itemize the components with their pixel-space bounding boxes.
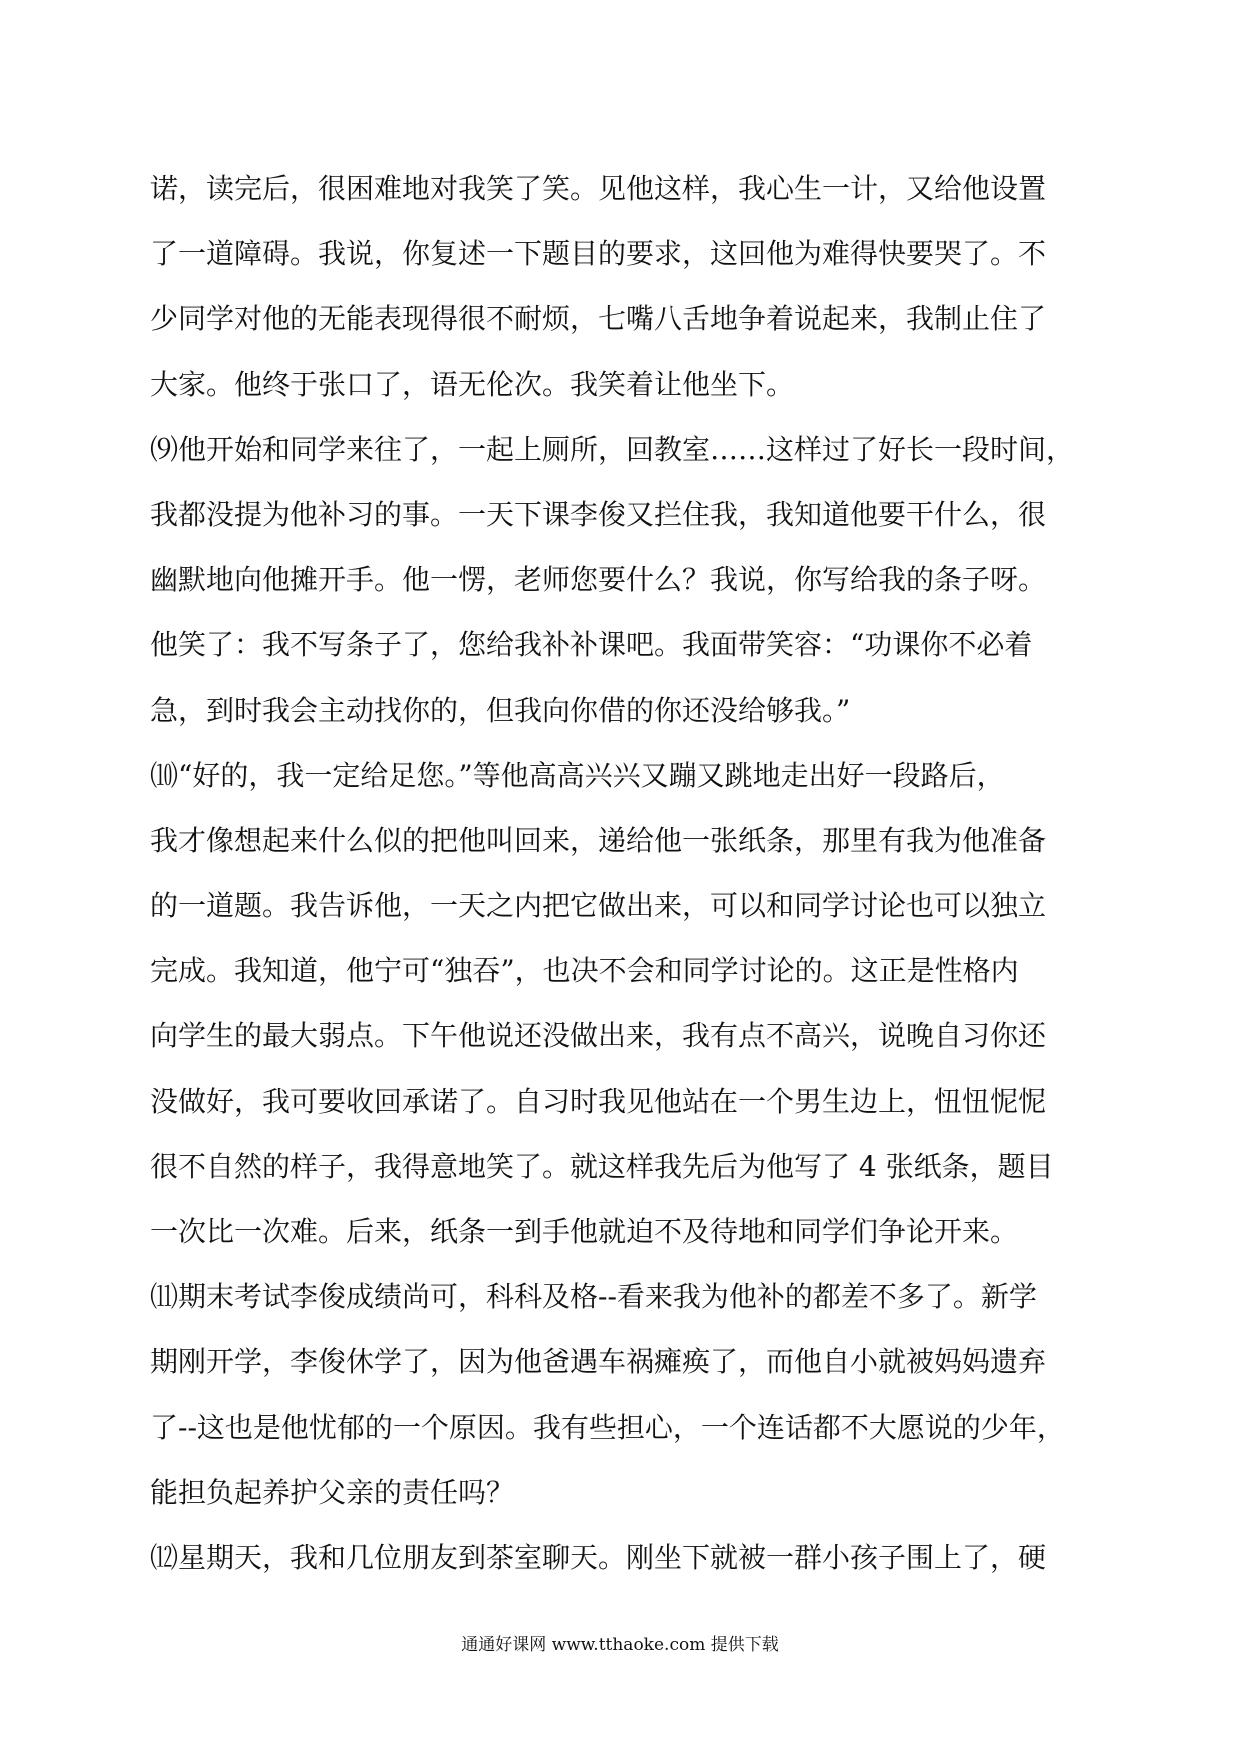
text-line-16: 很不自然的样子，我得意地笑了。就这样我先后为他写了 4 张纸条，题目 (150, 1149, 1054, 1183)
text-line-11: 我才像想起来什么似的把他叫回来，递给他一张纸条，那里有我为他准备 (150, 823, 1047, 857)
text-line-13: 完成。我知道，他宁可“独吞”，也决不会和同学讨论的。这正是性格内 (150, 954, 1019, 988)
text-line-19: 期刚开学，李俊休学了，因为他爸遇车祸瘫痪了，而他自小就被妈妈遗弃 (150, 1345, 1047, 1379)
text-line-18: ⑾期末考试李俊成绩尚可，科科及格--看来我为他补的都差不多了。新学 (150, 1280, 1037, 1314)
text-line-15: 没做好，我可要收回承诺了。自习时我见他站在一个男生边上，忸忸怩怩 (150, 1084, 1047, 1118)
text-line-3: 少同学对他的无能表现得很不耐烦，七嘴八舌地争着说起来，我制止住了 (150, 302, 1047, 336)
page-footer: 通通好课网 www.tthaoke.com 提供下载 (461, 1635, 779, 1655)
text-line-14: 向学生的最大弱点。下午他说还没做出来，我有点不高兴，说晚自习你还 (150, 1019, 1047, 1053)
article-body (150, 156, 1090, 1590)
text-line-21: 能担负起养护父亲的责任吗？ (150, 1475, 515, 1509)
text-line-6: 我都没提为他补习的事。一天下课李俊又拦住我，我知道他要干什么，很 (150, 497, 1047, 531)
text-line-20: 了--这也是他忧郁的一个原因。我有些担心，一个连话都不大愿说的少年， (150, 1410, 1065, 1444)
text-line-2: 了一道障碍。我说，你复述一下题目的要求，这回他为难得快要哭了。不 (150, 237, 1047, 271)
text-line-17: 一次比一次难。后来，纸条一到手他就迫不及待地和同学们争论开来。 (150, 1215, 1019, 1248)
text-line-5: ⑼他开始和同学来往了，一起上厕所，回教室……这样过了好长一段时间， (150, 432, 1075, 466)
text-line-12: 的一道题。我告诉他，一天之内把它做出来，可以和同学讨论也可以独立 (150, 889, 1047, 923)
text-line-7: 幽默地向他摊开手。他一愣，老师您要什么？我说，你写给我的条子呀。 (150, 563, 1047, 597)
text-line-22: ⑿星期天，我和几位朋友到茶室聊天。刚坐下就被一群小孩子围上了，硬 (150, 1540, 1047, 1574)
text-line-4: 大家。他终于张口了，语无伦次。我笑着让他坐下。 (150, 367, 795, 401)
text-line-1: 诺，读完后，很困难地对我笑了笑。见他这样，我心生一计，又给他设置 (150, 172, 1047, 205)
text-line-10: ⑽“好的，我一定给足您。”等他高高兴兴又蹦又跳地走出好一段路后， (150, 758, 1005, 792)
text-line-8: 他笑了：我不写条子了，您给我补补课吧。我面带笑容：“功课你不必着 (150, 628, 1033, 662)
text-line-9: 急，到时我会主动找你的，但我向你借的你还没给够我。” (150, 693, 851, 727)
